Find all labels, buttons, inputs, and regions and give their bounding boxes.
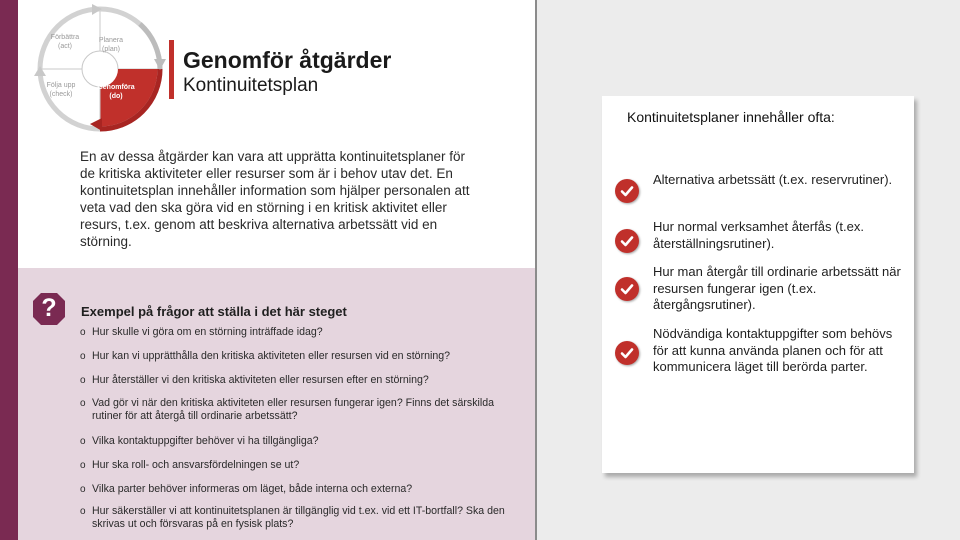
- check-icon: [615, 229, 639, 253]
- card-item: Alternativa arbetssätt (t.ex. reservrutiner).: [653, 172, 893, 187]
- bullet-icon: o: [80, 398, 86, 409]
- cycle-check-label: Följa upp (check): [46, 82, 76, 98]
- page-title: Genomför åtgärder: [183, 47, 392, 73]
- card-item: Nödvändiga kontaktuppgifter som behövs för att kunna använda planen och för att kommunicera läget till berörda parter.: [653, 326, 893, 374]
- cycle-act-label: Förbättra (act): [50, 34, 80, 50]
- pdca-cycle-icon: [30, 4, 170, 134]
- cycle-plan-label: Planera (plan): [98, 37, 124, 53]
- bullet-icon: o: [80, 484, 86, 495]
- question-item: o Vad gör vi när den kritiska aktiviteten eller resursen fungerar igen? Finns det särskilda rutiner för att återgå till ordinarie arbetssätt?: [80, 397, 494, 422]
- cycle-do-label: Genomföra (do): [97, 84, 135, 100]
- left-accent-bar: [0, 0, 18, 540]
- card-item: Hur normal verksamhet återfås (t.ex. återställningsrutiner).: [653, 219, 864, 251]
- question-item: o Vilka kontaktuppgifter behöver vi ha tillgängliga?: [80, 435, 319, 447]
- question-glyph: ?: [41, 294, 57, 322]
- question-item: o Hur skulle vi göra om en störning inträffade idag?: [80, 326, 323, 338]
- page-subtitle: Kontinuitetsplan: [183, 75, 319, 96]
- title-accent-bar: [169, 40, 174, 99]
- question-item: o Hur ska roll- och ansvarsfördelningen se ut?: [80, 459, 300, 471]
- bullet-icon: o: [80, 375, 86, 386]
- bullet-icon: o: [80, 460, 86, 471]
- check-icon: [615, 179, 639, 203]
- intro-text: En av dessa åtgärder kan vara att upprätta kontinuitetsplaner för de kritiska aktiviteter eller resurser som är i behov utav det. En kontinuitetsplan innehåller information som hjälper personalen att veta vad den ska göra vid en störning i en kritisk aktivitet eller resurs, t.ex. genom att beskriva alternativa arbetssätt vid en störning.: [80, 149, 470, 249]
- bullet-icon: o: [80, 351, 86, 362]
- bullet-icon: o: [80, 506, 86, 517]
- question-item: o Hur kan vi upprätthålla den kritiska aktiviteten eller resursen vid en störning?: [80, 350, 451, 362]
- question-item: o Vilka parter behöver informeras om läget, både interna och externa?: [80, 483, 413, 495]
- panel-divider: [535, 0, 537, 540]
- bullet-icon: o: [80, 436, 86, 447]
- question-item: o Hur säkerställer vi att kontinuitetsplanen är tillgänglig vid t.ex. vid ett IT-bortfall? Ska den skrivas ut och försvaras på en fysisk plats?: [80, 505, 505, 530]
- check-icon: [615, 341, 639, 365]
- bullet-icon: o: [80, 327, 86, 338]
- card-heading: Kontinuitetsplaner innehåller ofta:: [627, 109, 835, 125]
- questions-heading: Exempel på frågor att ställa i det här steget: [81, 304, 347, 319]
- card-item: Hur man återgår till ordinarie arbetssätt när resursen fungerar igen (t.ex. återgångsrutiner).: [653, 264, 901, 312]
- question-item: o Hur återställer vi den kritiska aktiviteten eller resursen efter en störning?: [80, 374, 429, 386]
- check-icon: [615, 277, 639, 301]
- question-icon: [32, 292, 66, 326]
